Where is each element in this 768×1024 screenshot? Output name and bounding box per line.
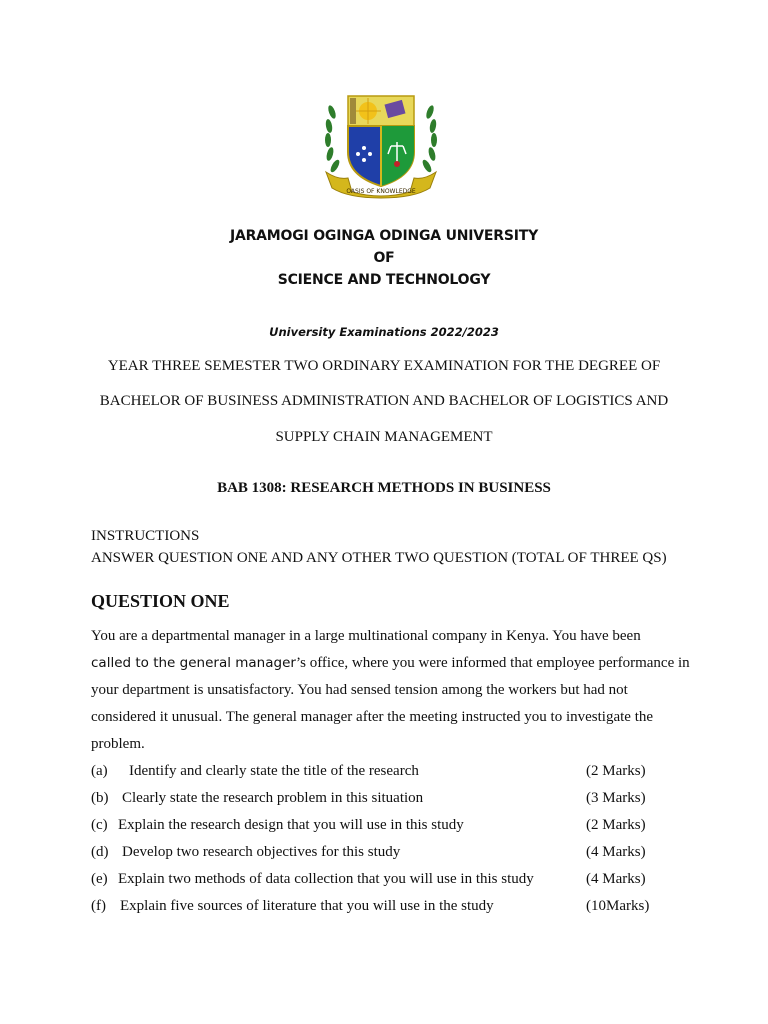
part-marks: (3 Marks): [586, 790, 646, 806]
scenario-line-part: called to the general manager: [91, 655, 296, 671]
scenario-line: [91, 650, 691, 677]
scenario-line-part: ’s office, where you were informed that employee performance in: [295, 655, 690, 671]
scenario-line: problem.: [91, 736, 145, 752]
question-part: [91, 844, 691, 866]
question-part: [91, 898, 691, 920]
university-name-line3: SCIENCE AND TECHNOLOGY: [277, 272, 491, 288]
exam-year: University Examinations 2022/2023: [269, 325, 499, 339]
question-part: [91, 790, 691, 812]
part-text: Explain two methods of data collection that you will use in this study: [118, 871, 534, 887]
part-marks: (4 Marks): [586, 871, 646, 887]
question-one-heading: QUESTION ONE: [91, 591, 230, 611]
degree-line3: SUPPLY CHAIN MANAGEMENT: [275, 429, 493, 445]
degree-line2: BACHELOR OF BUSINESS ADMINISTRATION AND BACHELOR OF LOGISTICS AND: [99, 393, 669, 409]
part-label: (b): [91, 790, 109, 806]
part-marks: (2 Marks): [586, 763, 646, 779]
part-label: (d): [91, 844, 109, 860]
question-part: [91, 817, 691, 839]
course-title: BAB 1308: RESEARCH METHODS IN BUSINESS: [217, 480, 551, 496]
part-label: (c): [91, 817, 108, 833]
question-part: [91, 871, 691, 893]
question-part: [91, 763, 691, 785]
university-crest-icon: [318, 92, 444, 200]
part-text: Clearly state the research problem in this situation: [122, 790, 424, 806]
part-label: (e): [91, 871, 108, 887]
university-name-line1: JARAMOGI OGINGA ODINGA UNIVERSITY: [229, 228, 539, 244]
part-text: Explain the research design that you will use in this study: [118, 817, 464, 833]
part-marks: (10Marks): [586, 898, 650, 914]
part-text: Develop two research objectives for this study: [122, 844, 401, 860]
part-marks: (4 Marks): [586, 844, 646, 860]
scenario-line: considered it unusual. The general manager after the meeting instructed you to investigate the: [91, 709, 654, 725]
question-one-scenario: [91, 623, 691, 758]
part-text: Explain five sources of literature that you will use in the study: [120, 898, 494, 914]
scenario-line: your department is unsatisfactory. You had sensed tension among the workers but had not: [91, 682, 628, 698]
scenario-line: You are a departmental manager in a large multinational company in Kenya. You have been: [91, 628, 641, 644]
university-name-line2: OF: [373, 250, 395, 266]
instructions-text: ANSWER QUESTION ONE AND ANY OTHER TWO QUESTION (TOTAL OF THREE QS): [91, 550, 667, 566]
part-text: Identify and clearly state the title of the research: [129, 763, 419, 779]
part-marks: (2 Marks): [586, 817, 646, 833]
part-label: (f): [91, 898, 106, 914]
instructions-heading: INSTRUCTIONS: [91, 528, 200, 544]
svg-text:OASIS OF KNOWLEDGE: OASIS OF KNOWLEDGE: [346, 188, 416, 195]
part-label: (a): [91, 763, 108, 779]
degree-line1: YEAR THREE SEMESTER TWO ORDINARY EXAMINATION FOR THE DEGREE OF: [107, 358, 661, 374]
